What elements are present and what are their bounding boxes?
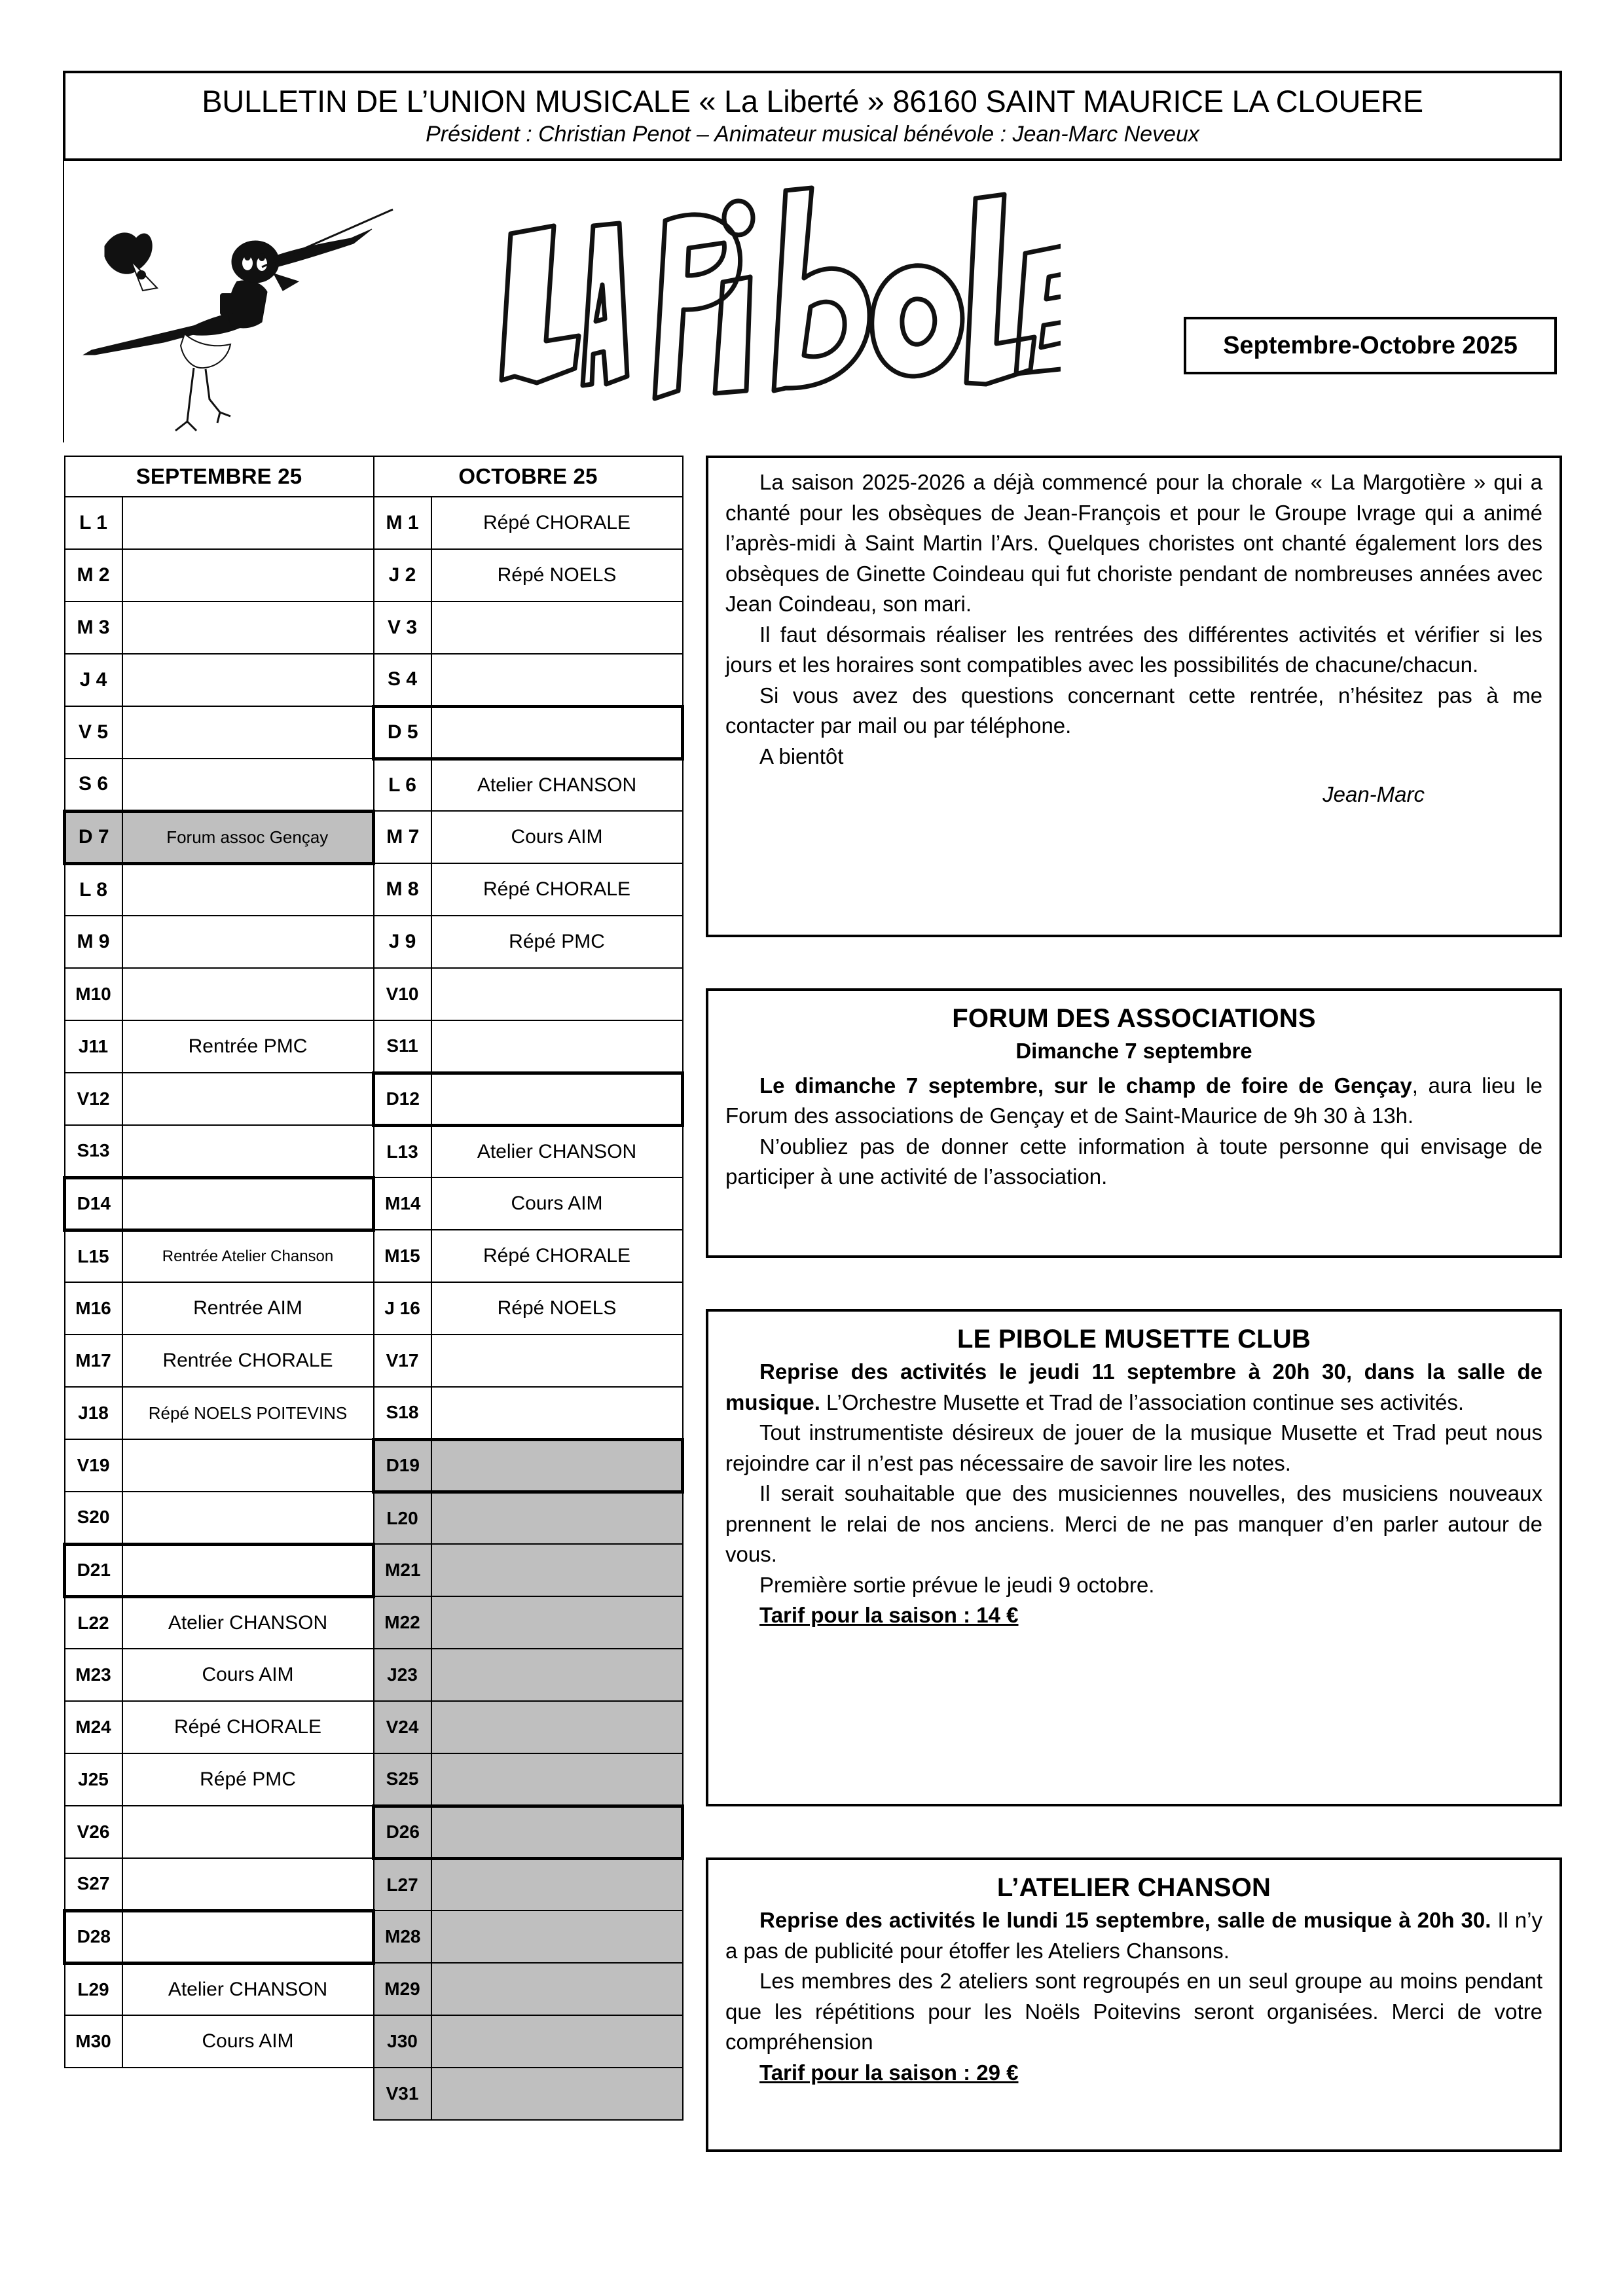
calendar-event-sep [122,706,374,759]
calendar-row [65,1596,683,1649]
la-pibole-logo [458,180,1061,409]
calendar-day-oct: J30 [374,2015,431,2068]
calendar-event-sep: Forum assoc Gençay [122,811,374,863]
calendar-row [65,1439,683,1492]
calendar-day-oct: M 8 [374,863,431,916]
calendar-row [65,1335,683,1387]
calendar-event-oct [431,654,683,706]
calendar-row [65,1544,683,1596]
masthead-subtitle: Président : Christian Penot – Animateur musical bénévole : Jean-Marc Neveux [426,121,1199,147]
calendar-row [65,549,683,601]
calendar-event-oct: Cours AIM [431,1177,683,1230]
calendar-event-sep: Rentrée Atelier Chanson [122,1230,374,1282]
musette-highlight: Reprise des activités le jeudi 11 septembre à 20h 30, dans la salle de musique. [725,1359,1542,1414]
calendar-event-oct [431,1020,683,1073]
calendar-day-sep: L22 [65,1596,122,1649]
calendar-day-oct: M 7 [374,811,431,863]
calendar-event-oct [431,1387,683,1439]
calendar-event-sep [122,1806,374,1858]
calendar-day-oct: V 3 [374,601,431,654]
calendar-event-oct [431,1492,683,1544]
calendar-event-oct [431,2015,683,2068]
calendar-row [65,1387,683,1439]
calendar-event-oct [431,1858,683,1910]
calendar-event-sep [122,497,374,549]
forum-title: FORUM DES ASSOCIATIONS [952,1004,1316,1033]
calendar-day-oct: D19 [374,1439,431,1492]
calendar-day-oct: L20 [374,1492,431,1544]
atelier-tarif [725,2058,1542,2089]
calendar-event-oct [431,601,683,654]
calendar-event-sep [122,654,374,706]
calendar-day-sep: V26 [65,1806,122,1858]
forum-paragraph-1 [725,1071,1542,1132]
calendar-day-oct: M21 [374,1544,431,1596]
calendar-day-sep [65,2068,122,2120]
calendar-event-oct [431,1806,683,1858]
calendar-day-oct: L27 [374,1858,431,1910]
calendar-event-sep: Répé NOELS POITEVINS [122,1387,374,1439]
calendar-event-sep: Répé PMC [122,1753,374,1806]
calendar-day-oct: S 4 [374,654,431,706]
calendar-day-sep: S13 [65,1125,122,1177]
calendar-event-oct [431,1073,683,1125]
calendar-day-sep: J 4 [65,654,122,706]
musette-paragraph-3: Il serait souhaitable que des musiciennes nouvelles, des musiciens nouveaux prennent le relai de nos anciens. Merci de ne pas manquer d’en parler autour de vous. [725,1481,1542,1567]
calendar-row [65,1125,683,1177]
calendar-row [65,1753,683,1806]
calendar-day-oct: M15 [374,1230,431,1282]
atelier-title: L’ATELIER CHANSON [996,1873,1271,1902]
calendar-row [65,1020,683,1073]
calendar-day-sep: M10 [65,968,122,1020]
masthead-box [63,71,1562,161]
calendar-day-oct: M29 [374,1963,431,2015]
issue-date-badge: Septembre-Octobre 2025 [1184,317,1557,374]
calendar-event-oct [431,706,683,759]
calendar-row [65,1492,683,1544]
calendar-row [65,863,683,916]
calendar-event-oct [431,1963,683,2015]
calendar-day-sep: M30 [65,2015,122,2068]
calendar-day-oct: D12 [374,1073,431,1125]
calendar-event-sep [122,1858,374,1910]
editorial-paragraph-3: Si vous avez des questions concernant cette rentrée, n’hésitez pas à me contacter par mail ou par téléphone. [725,683,1542,738]
calendar-event-oct: Répé NOELS [431,1282,683,1335]
musette-paragraph-2: Tout instrumentiste désireux de jouer de la musique Musette et Trad peut nous rejoindre car il n’est pas nécessaire de savoir lire les notes. [725,1420,1542,1475]
musette-panel [706,1309,1562,1806]
editorial-paragraph-1: La saison 2025-2026 a déjà commencé pour la chorale « La Margotière » qui a chanté pour les obsèques de Jean-François et pour le Groupe Ivrage qui a animé l’après-midi à Saint Martin l’Ars. Quelques choristes ont chanté également lors des obsèques de Ginette Coindeau qui fut choriste pendant de nombreuses années avec Jean Coindeau, son mari. [725,470,1542,617]
calendar-day-oct: D26 [374,1806,431,1858]
calendar-row [65,1858,683,1910]
calendar-event-oct [431,1335,683,1387]
calendar-event-oct [431,1701,683,1753]
musette-p1-rest: L’Orchestre Musette et Trad de l’association continue ses activités. [820,1390,1465,1414]
calendar-day-sep: L 8 [65,863,122,916]
forum-highlight: Le dimanche 7 septembre, sur le champ de foire de Gençay [759,1073,1412,1098]
forum-panel [706,988,1562,1258]
atelier-chanson-panel [706,1857,1562,2152]
calendar-day-sep: S 6 [65,759,122,811]
calendar-day-sep: V12 [65,1073,122,1125]
atelier-p1-rest: Il n’y a pas de publicité pour étoffer les Ateliers Chansons. [725,1908,1542,1963]
calendar-day-oct: J 2 [374,549,431,601]
forum-subtitle: Dimanche 7 septembre [1015,1039,1252,1063]
calendar-row [65,1230,683,1282]
calendar-event-sep [122,2068,374,2120]
calendar-row [65,497,683,549]
calendar-row [65,1963,683,2015]
calendar-row [65,2068,683,2120]
calendar-event-oct: Répé PMC [431,916,683,968]
calendar-day-sep: D14 [65,1177,122,1230]
calendar-event-sep [122,759,374,811]
calendar-day-sep: V 5 [65,706,122,759]
musette-paragraph-4: Première sortie prévue le jeudi 9 octobre. [759,1572,1155,1597]
calendar-day-sep: L 1 [65,497,122,549]
calendar-row [65,1910,683,1963]
calendar-day-oct: D 5 [374,706,431,759]
calendar-event-sep: Rentrée PMC [122,1020,374,1073]
atelier-highlight: Reprise des activités le lundi 15 septembre, salle de musique à 20h 30. [759,1908,1491,1932]
calendar-row [65,1177,683,1230]
calendar-day-sep: M24 [65,1701,122,1753]
calendar-row [65,706,683,759]
calendar-row [65,759,683,811]
calendar-day-oct: J23 [374,1649,431,1701]
calendar-event-oct: Répé CHORALE [431,497,683,549]
calendar-event-oct [431,968,683,1020]
calendar-day-oct: J 9 [374,916,431,968]
calendar-event-sep [122,1125,374,1177]
calendar-day-sep: D 7 [65,811,122,863]
calendar-day-sep: D28 [65,1910,122,1963]
atelier-paragraph-2: Les membres des 2 ateliers sont regroupés en un seul groupe au moins pendant que les répétitions pour les Noëls Poitevins seront organisées. Merci de votre compréhension [725,1969,1542,2054]
calendar-row [65,1073,683,1125]
calendar-day-oct: L 6 [374,759,431,811]
calendar-day-sep: M16 [65,1282,122,1335]
calendar-day-sep: M17 [65,1335,122,1387]
calendar-day-oct: L13 [374,1125,431,1177]
calendar-event-sep: Atelier CHANSON [122,1963,374,2015]
calendar-event-oct: Atelier CHANSON [431,759,683,811]
calendar-event-oct [431,1910,683,1963]
calendar-event-oct [431,2068,683,2120]
calendar-day-oct: S18 [374,1387,431,1439]
forum-body-rest: , aura lieu le Forum des associations de Gençay et de Saint-Maurice de 9h 30 à 13h. [725,1073,1543,1128]
calendar-row [65,968,683,1020]
calendar-day-oct: J 16 [374,1282,431,1335]
masthead-title: BULLETIN DE L’UNION MUSICALE « La Liberté » 86160 SAINT MAURICE LA CLOUERE [202,84,1423,119]
calendar-day-oct: V17 [374,1335,431,1387]
calendar-event-sep [122,1910,374,1963]
calendar-event-oct [431,1596,683,1649]
calendar-event-sep [122,1492,374,1544]
calendar-day-sep: J18 [65,1387,122,1439]
calendar-event-sep [122,1544,374,1596]
calendar-day-oct: V10 [374,968,431,1020]
calendar-event-oct [431,1439,683,1492]
calendar-day-sep: S27 [65,1858,122,1910]
calendar-day-sep: J25 [65,1753,122,1806]
calendar-day-sep: M 2 [65,549,122,601]
calendar-event-sep [122,863,374,916]
calendar-row [65,1701,683,1753]
atelier-tarif-text: Tarif pour la saison : 29 € [759,2060,1019,2085]
calendar-event-oct: Répé CHORALE [431,863,683,916]
calendar-event-sep [122,549,374,601]
calendar-day-oct: M 1 [374,497,431,549]
calendar-day-sep: J11 [65,1020,122,1073]
calendar-row [65,654,683,706]
calendar-row [65,811,683,863]
forum-paragraph-2: N’oubliez pas de donner cette information à toute personne qui envisage de participer à une activité de l’association. [725,1134,1542,1189]
editorial-paragraph-4: A bientôt [759,744,844,768]
calendar-event-sep [122,1439,374,1492]
calendar-event-sep: Cours AIM [122,1649,374,1701]
calendar-day-sep: M 3 [65,601,122,654]
calendar-day-oct: M28 [374,1910,431,1963]
calendar-event-oct [431,1649,683,1701]
calendar-day-sep: D21 [65,1544,122,1596]
calendar-day-sep: L29 [65,1963,122,2015]
calendar-event-oct [431,1753,683,1806]
calendar-row [65,2015,683,2068]
calendar-header-row [65,456,683,497]
magpie-bird-illustration [65,183,406,432]
calendar-day-sep: V19 [65,1439,122,1492]
month-header-october: OCTOBRE 25 [374,456,683,497]
calendar-event-oct: Cours AIM [431,811,683,863]
calendar-day-sep: S20 [65,1492,122,1544]
calendar-event-sep [122,1177,374,1230]
calendar-day-oct: M14 [374,1177,431,1230]
calendar-row [65,1806,683,1858]
calendar-event-sep [122,916,374,968]
calendar-event-sep: Répé CHORALE [122,1701,374,1753]
atelier-paragraph-1 [725,1905,1542,1966]
calendar-event-oct [431,1544,683,1596]
calendar-day-oct: S11 [374,1020,431,1073]
musette-tarif [725,1600,1542,1631]
calendar-row [65,601,683,654]
calendar-event-oct: Répé CHORALE [431,1230,683,1282]
editorial-panel [706,456,1562,937]
calendar-day-sep: M 9 [65,916,122,968]
calendar-day-sep: L15 [65,1230,122,1282]
calendar-day-oct: S25 [374,1753,431,1806]
month-header-september: SEPTEMBRE 25 [65,456,374,497]
calendar-event-sep [122,601,374,654]
calendar-event-sep: Atelier CHANSON [122,1596,374,1649]
calendar-table [63,456,684,2121]
calendar-event-sep: Rentrée AIM [122,1282,374,1335]
musette-paragraph-1 [725,1357,1542,1418]
calendar-day-sep: M23 [65,1649,122,1701]
calendar-row [65,1282,683,1335]
calendar-day-oct: V31 [374,2068,431,2120]
musette-tarif-text: Tarif pour la saison : 14 € [759,1603,1019,1628]
calendar-row [65,916,683,968]
calendar-event-sep [122,1073,374,1125]
editorial-signature: Jean-Marc [1322,782,1425,807]
calendar-event-oct: Atelier CHANSON [431,1125,683,1177]
calendar-row [65,1649,683,1701]
calendar-event-oct: Répé NOELS [431,549,683,601]
editorial-paragraph-2: Il faut désormais réaliser les rentrées des différentes activités et vérifier si les jours et les horaires sont compatibles avec les possibilités de chacune/chacun. [725,622,1542,677]
calendar-event-sep [122,968,374,1020]
musette-title: LE PIBOLE MUSETTE CLUB [957,1325,1311,1354]
calendar-day-oct: M22 [374,1596,431,1649]
calendar-event-sep: Rentrée CHORALE [122,1335,374,1387]
left-vertical-rule [63,161,64,442]
calendar-day-oct: V24 [374,1701,431,1753]
calendar-event-sep: Cours AIM [122,2015,374,2068]
